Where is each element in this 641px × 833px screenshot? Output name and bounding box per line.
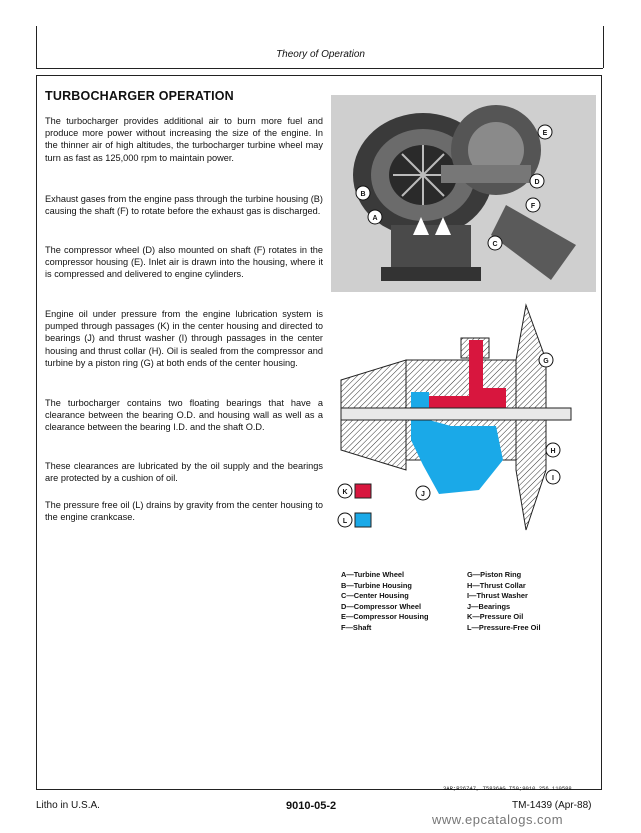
callout-j: J bbox=[421, 491, 425, 498]
paragraph-intro: The turbocharger provides additional air to burn more fuel and produce more power without increasing the size of the engine. In the thinner air of high altitudes, the turbocharger turbine wheel may turn as fast as 125,000 rpm to maintain power. bbox=[45, 116, 323, 163]
legend-item: B—Turbine Housing bbox=[341, 580, 412, 590]
footer-page-number: 9010-05-2 bbox=[286, 800, 337, 812]
legend-item: D—Compressor Wheel bbox=[341, 601, 422, 611]
callout-e: E bbox=[542, 130, 548, 137]
callout-c: C bbox=[492, 241, 498, 248]
watermark: www.epcatalogs.com bbox=[432, 812, 564, 827]
turbocharger-cutaway-photo bbox=[331, 95, 596, 292]
legend-item: G—Piston Ring bbox=[467, 570, 522, 579]
page-header-frame bbox=[36, 26, 604, 68]
callout-b: B bbox=[360, 191, 366, 198]
legend-item: I—Thrust Washer bbox=[467, 591, 528, 601]
paragraph-bearings: The turbocharger contains two floating bearings that have a clearance between the bearing O.D. and housing wall as well as a clearance between the bearing I.D. and the shaft O.D. bbox=[45, 398, 323, 433]
paragraph-clearances: These clearances are lubricated by the oil supply and the bearings are protected by a cushion of oil. bbox=[45, 461, 323, 484]
section-title: Theory of Operation bbox=[276, 49, 365, 60]
legend-item: J—Bearings bbox=[467, 601, 511, 611]
legend-item: F—Shaft bbox=[341, 622, 372, 632]
callout-l: L bbox=[342, 518, 348, 525]
callout-f: F bbox=[530, 203, 536, 210]
legend-item: C—Center Housing bbox=[341, 591, 409, 601]
legend-item: H—Thrust Collar bbox=[467, 580, 526, 590]
page-heading: TURBOCHARGER OPERATION bbox=[45, 89, 234, 103]
legend-item: K—Pressure Oil bbox=[467, 612, 524, 622]
footer-litho: Litho in U.S.A. bbox=[36, 800, 100, 811]
callout-k: K bbox=[342, 489, 348, 496]
callout-i: I bbox=[552, 475, 554, 482]
legend-right bbox=[467, 570, 541, 634]
legend-item: E—Compressor Housing bbox=[341, 612, 429, 622]
paragraph-drain: The pressure free oil (L) drains by gravity from the center housing to the engine crankcase. bbox=[45, 500, 323, 523]
footer-manual-id: TM-1439 (Apr-88) bbox=[512, 800, 592, 811]
paragraph-oil: Engine oil under pressure from the engine lubrication system is pumped through passages (K) in the center housing and directed to bearings (J) and thrust washer (I) through passages in the center housing and thrust collar (H). Oil is sealed from the compressor and turbine by a piston ring (G) at both ends of the center housing. bbox=[45, 309, 323, 368]
callout-a: A bbox=[372, 215, 378, 222]
legend-left bbox=[341, 570, 428, 634]
header-rule bbox=[36, 68, 603, 69]
legend-item: L—Pressure-Free Oil bbox=[467, 622, 541, 632]
callout-d: D bbox=[534, 179, 540, 186]
callout-h: H bbox=[550, 448, 556, 455]
callout-g: G bbox=[543, 358, 549, 365]
legend-item: A—Turbine Wheel bbox=[341, 570, 405, 579]
pressure-oil-swatch bbox=[355, 484, 371, 498]
pressure-free-oil-swatch bbox=[355, 513, 371, 527]
oil-flow-diagram bbox=[331, 300, 596, 540]
paragraph-exhaust: Exhaust gases from the engine pass through the turbine housing (B) causing the shaft (F) to rotate before the exhaust gas is discharged. bbox=[45, 194, 323, 217]
figure-reference: 3AR;R26747, T5836AG T59;9010 256 110588 bbox=[443, 785, 572, 792]
paragraph-compressor: The compressor wheel (D) also mounted on shaft (F) rotates in the compressor housing (E). Inlet air is drawn into the housing, where it is compressed and delivered to engine cylinders. bbox=[45, 245, 323, 280]
